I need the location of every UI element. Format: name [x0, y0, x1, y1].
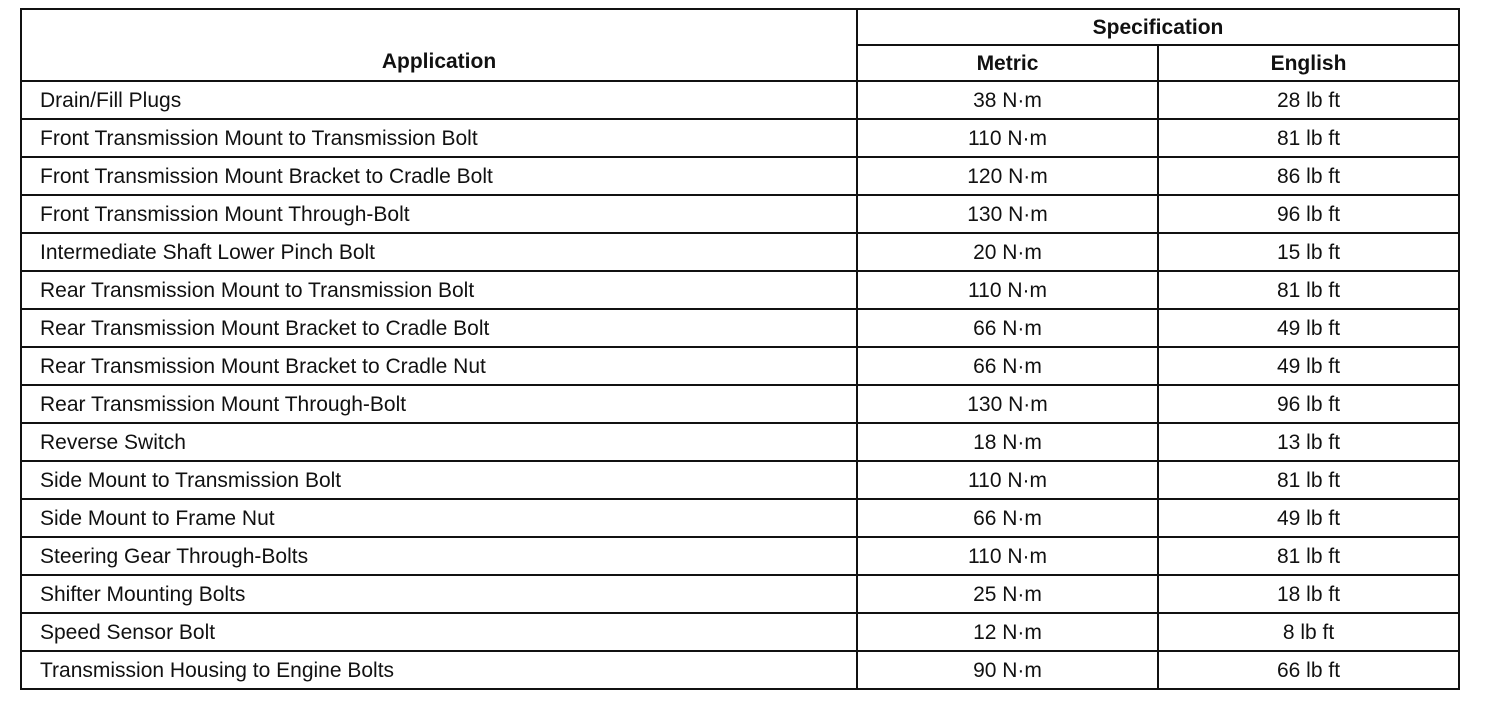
english-cell: 18 lb ft	[1158, 575, 1459, 613]
table-row	[21, 575, 1459, 613]
metric-cell: 110 N·m	[857, 537, 1158, 575]
english-cell: 96 lb ft	[1158, 385, 1459, 423]
english-cell: 81 lb ft	[1158, 537, 1459, 575]
metric-cell: 66 N·m	[857, 309, 1158, 347]
english-cell: 15 lb ft	[1158, 233, 1459, 271]
application-header: Application	[21, 9, 857, 81]
metric-cell: 20 N·m	[857, 233, 1158, 271]
application-cell: Rear Transmission Mount to Transmission Bolt	[21, 271, 857, 309]
english-cell: 49 lb ft	[1158, 309, 1459, 347]
metric-cell: 110 N·m	[857, 119, 1158, 157]
application-cell: Transmission Housing to Engine Bolts	[21, 651, 857, 689]
english-cell: 96 lb ft	[1158, 195, 1459, 233]
table-body	[21, 81, 1459, 689]
metric-cell: 130 N·m	[857, 195, 1158, 233]
header-row-top	[21, 9, 1459, 45]
table-row	[21, 81, 1459, 119]
metric-cell: 110 N·m	[857, 271, 1158, 309]
fastener-spec-table	[20, 8, 1460, 690]
metric-header: Metric	[857, 45, 1158, 81]
table-row	[21, 347, 1459, 385]
table-row	[21, 119, 1459, 157]
table-row	[21, 233, 1459, 271]
table-row	[21, 499, 1459, 537]
application-cell: Rear Transmission Mount Bracket to Cradle Nut	[21, 347, 857, 385]
application-cell: Front Transmission Mount Through-Bolt	[21, 195, 857, 233]
application-cell: Intermediate Shaft Lower Pinch Bolt	[21, 233, 857, 271]
application-cell: Side Mount to Frame Nut	[21, 499, 857, 537]
application-cell: Rear Transmission Mount Through-Bolt	[21, 385, 857, 423]
english-cell: 81 lb ft	[1158, 119, 1459, 157]
metric-cell: 130 N·m	[857, 385, 1158, 423]
metric-cell: 66 N·m	[857, 347, 1158, 385]
metric-cell: 18 N·m	[857, 423, 1158, 461]
table-row	[21, 157, 1459, 195]
metric-cell: 38 N·m	[857, 81, 1158, 119]
application-cell: Shifter Mounting Bolts	[21, 575, 857, 613]
table-row	[21, 537, 1459, 575]
metric-cell: 66 N·m	[857, 499, 1158, 537]
metric-cell: 90 N·m	[857, 651, 1158, 689]
metric-cell: 120 N·m	[857, 157, 1158, 195]
application-cell: Steering Gear Through-Bolts	[21, 537, 857, 575]
table-row	[21, 613, 1459, 651]
english-cell: 49 lb ft	[1158, 499, 1459, 537]
table-row	[21, 651, 1459, 689]
application-cell: Speed Sensor Bolt	[21, 613, 857, 651]
table-row	[21, 461, 1459, 499]
application-cell: Drain/Fill Plugs	[21, 81, 857, 119]
english-cell: 8 lb ft	[1158, 613, 1459, 651]
english-cell: 13 lb ft	[1158, 423, 1459, 461]
english-cell: 49 lb ft	[1158, 347, 1459, 385]
english-cell: 28 lb ft	[1158, 81, 1459, 119]
application-cell: Front Transmission Mount to Transmission Bolt	[21, 119, 857, 157]
english-cell: 66 lb ft	[1158, 651, 1459, 689]
table-row	[21, 309, 1459, 347]
application-cell: Front Transmission Mount Bracket to Cradle Bolt	[21, 157, 857, 195]
english-header: English	[1158, 45, 1459, 81]
table-row	[21, 385, 1459, 423]
application-cell: Side Mount to Transmission Bolt	[21, 461, 857, 499]
english-cell: 81 lb ft	[1158, 461, 1459, 499]
metric-cell: 12 N·m	[857, 613, 1158, 651]
english-cell: 86 lb ft	[1158, 157, 1459, 195]
application-cell: Rear Transmission Mount Bracket to Cradle Bolt	[21, 309, 857, 347]
application-cell: Reverse Switch	[21, 423, 857, 461]
table-row	[21, 195, 1459, 233]
table-header	[21, 9, 1459, 81]
metric-cell: 25 N·m	[857, 575, 1158, 613]
english-cell: 81 lb ft	[1158, 271, 1459, 309]
specification-header: Specification	[857, 9, 1459, 45]
metric-cell: 110 N·m	[857, 461, 1158, 499]
table-row	[21, 271, 1459, 309]
table-row	[21, 423, 1459, 461]
